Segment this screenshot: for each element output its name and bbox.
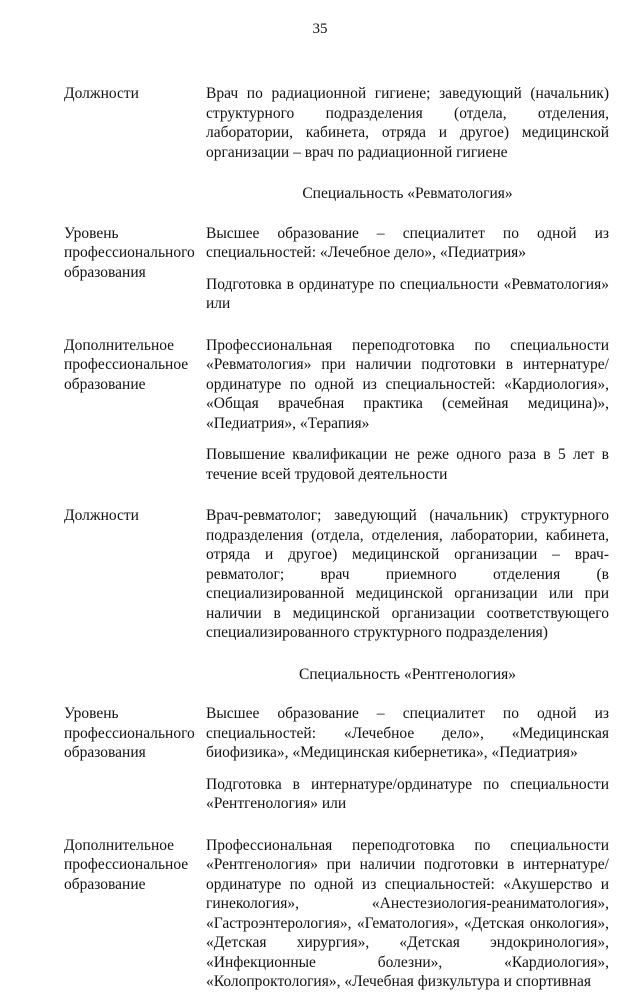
paragraph: Профессиональная переподготовка по специальности «Рентгенология» при наличии подготовки в интернатуре/ординатуре по одной из специальностей: «Акушерство и гинекология», «Анестезиология-реаниматология», «Гастроэнтерология», «Гематология», «Детская онкология», «Детская хирургия», «Детская эндокринология», «Инфекционные болезни», «Кардиология», «Колопроктология», «Лечебная физкультура и спортивная	[206, 836, 609, 990]
additional-education-row-rheumatology	[64, 336, 609, 485]
document-body	[64, 84, 609, 1006]
row-label: Должности	[64, 507, 139, 524]
paragraph: Повышение квалификации не реже одного раза в 5 лет в течение всей трудовой деятельности	[206, 446, 609, 483]
row-label: Уровень профессионального образования	[64, 224, 195, 281]
row-content	[206, 704, 609, 814]
row-label: Дополнительное профессиональное образование	[64, 336, 189, 393]
row-label: Уровень профессионального образования	[64, 705, 195, 761]
paragraph: Врач-ревматолог; заведующий (начальник) структурного подразделения (отдела, отделения, лаборатории, кабинета, отряда и другое) медицинской организации – врач-ревматолог; врач приемного отделения (в специализированной медицинской организации или при наличии в медицинской организации соответствующего специализированного структурного подразделения)	[206, 507, 609, 641]
paragraph: Подготовка в ординатуре по специальности «Ревматология» или	[206, 275, 609, 312]
paragraph: Подготовка в интернатуре/ординатуре по специальности «Рентгенология» или	[206, 775, 609, 812]
paragraph: Профессиональная переподготовка по специальности «Ревматология» при наличии подготовки в интернатуре/ординатуре по одной из специальностей: «Кардиология», «Общая врачебная практика (семейная медицина)», «Педиатрия», «Терапия»	[206, 336, 609, 432]
additional-education-row-radiology	[64, 836, 609, 992]
row-content	[206, 224, 609, 314]
paragraph: Высшее образование – специалитет по одной из специальностей: «Лечебное дело», «Медицинская биофизика», «Медицинская кибернетика», «Педиатрия»	[206, 705, 609, 761]
row-content	[206, 506, 609, 643]
page-number: 35	[312, 21, 328, 37]
paragraph: Высшее образование – специалитет по одной из специальностей: «Лечебное дело», «Педиатрия»	[206, 224, 609, 261]
row-content	[206, 84, 609, 162]
positions-row-rheumatology	[64, 506, 609, 643]
row-label: Должности	[64, 85, 139, 102]
specialty-heading-rheumatology: Специальность «Ревматология»	[302, 185, 513, 202]
row-label: Дополнительное профессиональное образование	[64, 836, 189, 893]
row-content	[206, 836, 609, 992]
education-level-row-radiology	[64, 704, 609, 814]
education-level-row-rheumatology	[64, 224, 609, 314]
row-content	[206, 336, 609, 485]
specialty-heading-radiology: Специальность «Рентгенология»	[299, 665, 516, 683]
positions-row-radiation-hygiene	[64, 84, 609, 162]
paragraph: Врач по радиационной гигиене; заведующий (начальник) структурного подразделения (отдела, отделения, лаборатории, кабинета, отряда и другое) медицинской организации – врач по радиационной гигиене	[206, 85, 609, 161]
